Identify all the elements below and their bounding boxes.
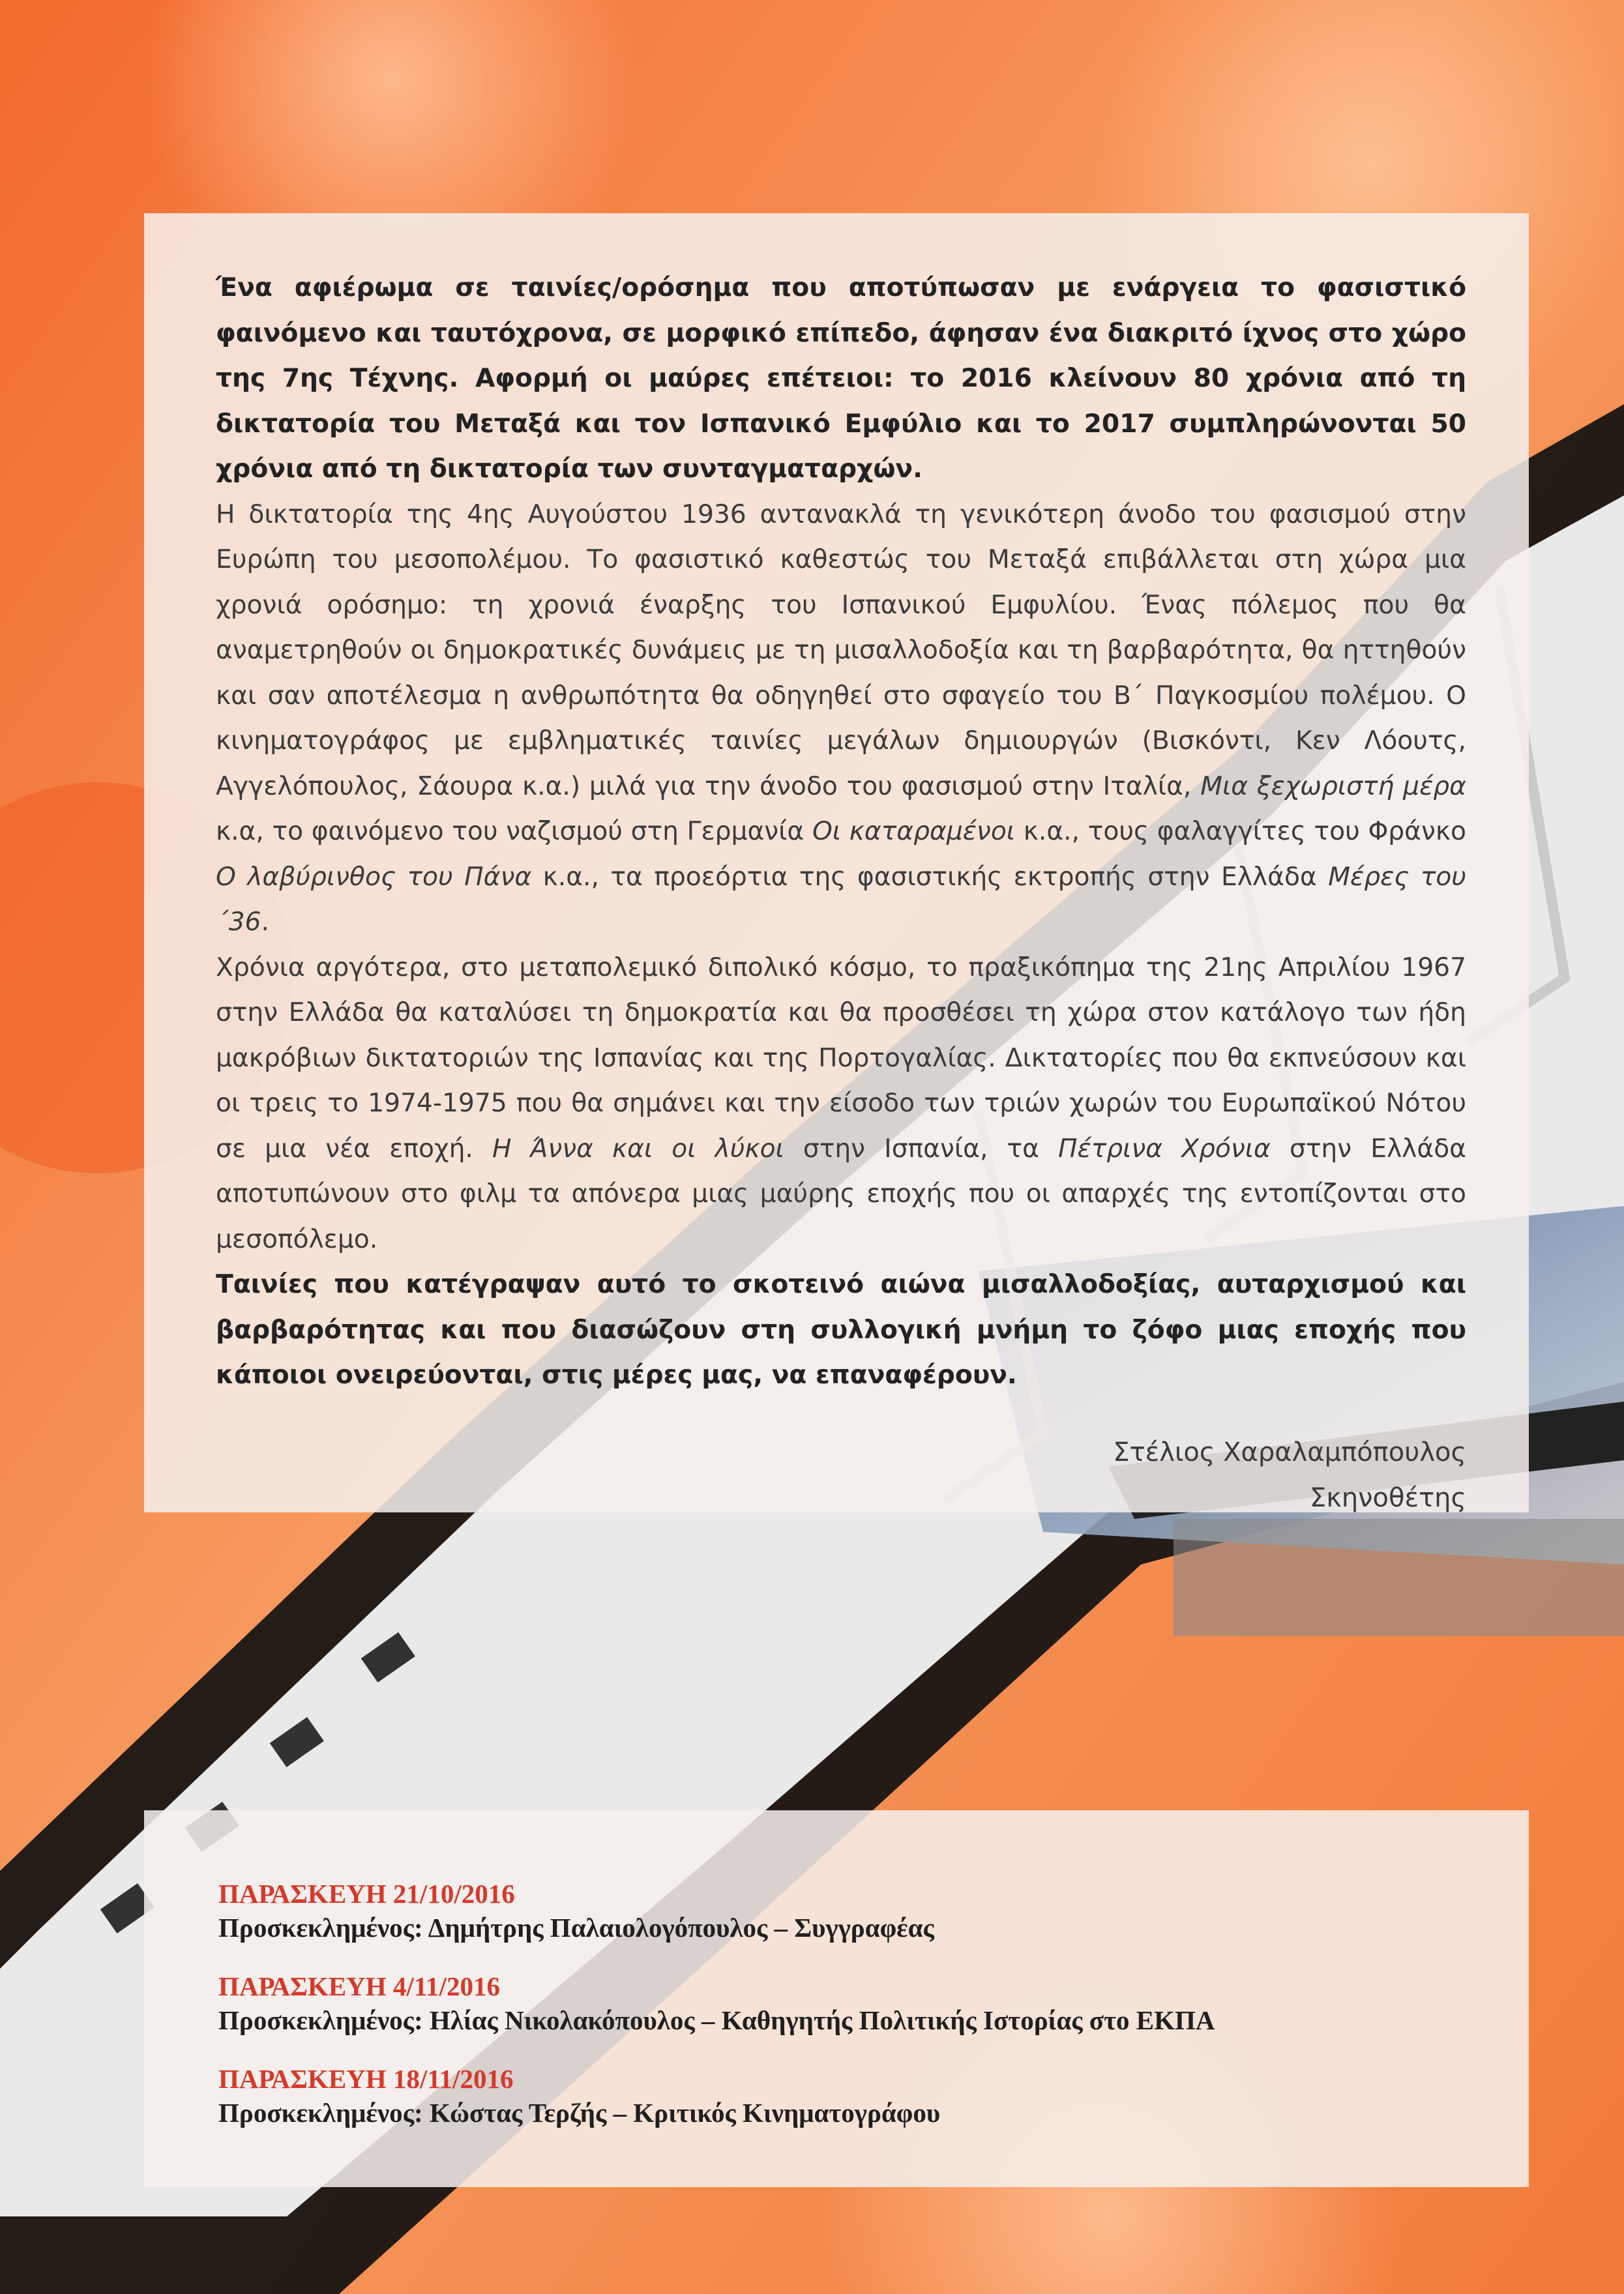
essay-intro: Ένα αφιέρωμα σε ταινίες/ορόσημα που αποτύπωσαν με ενάργεια το φασιστικό φαινόμενο και ταυτόχρονα, σε μορφικό επίπεδο, άφησαν ένα διακριτό ίχνος στο χώρο της 7ης Τέχνης. Αφορμή οι μαύρες επέτειοι: το 2016 κλείνουν 80 χρόνια από τη δικτατορία του Μεταξά και τον Ισπανικό Εμφύλιο και το 2017 συμπληρώνονται 50 χρόνια από τη δικτατορία των συνταγματαρχών. bbox=[216, 273, 1466, 484]
event-date: ΠΑΡΑΣΚΕΥΗ 4/11/2016 bbox=[218, 1971, 500, 2001]
essay-paragraph-junta: Χρόνια αργότερα, στο μεταπολεμικό διπολικό κόσμο, το πραξικόπημα της 21ης Απριλίου 1967 στην Ελλάδα θα καταλύσει τη δημοκρατία και θα προσθέσει τη χώρα στον κατάλογο των ήδη μακρόβιων δικτατοριών της Ισπανίας και της Πορτογαλίας. Δικτατορίες που θα εκπνεύσουν και οι τρεις το 1974-1975 που θα σημάνει και την είσοδο των τριών χωρών του Ευρωπαϊκού Νότου σε μια νέα εποχή. Η Άννα και οι λύκοι στην Ισπανία, τα Πέτρινα Χρόνια στην Ελλάδα αποτυπώνουν στο φιλμ τα απόνερα μιας μαύρης εποχής που οι απαρχές της εντοπίζονται στο μεσοπόλεμο. bbox=[216, 952, 1466, 1254]
event-date: ΠΑΡΑΣΚΕΥΗ 18/11/2016 bbox=[218, 2064, 514, 2094]
film-title: Η Άννα και οι λύκοι bbox=[492, 1134, 784, 1164]
essay-text bbox=[216, 265, 1466, 1398]
film-title: Πέτρινα Χρόνια bbox=[1058, 1134, 1271, 1164]
schedule-panel bbox=[144, 1810, 1529, 2187]
signature bbox=[216, 1430, 1466, 1521]
signature-role: Σκηνοθέτης bbox=[1309, 1482, 1466, 1513]
event-item bbox=[218, 1969, 1466, 2037]
essay-closing: Ταινίες που κατέγραψαν αυτό το σκοτεινό αιώνα μισαλλοδοξίας, αυταρχισμού και βαρβαρότητας και που διασώζουν στη συλλογική μνήμη το ζόφο μιας εποχής που κάποιοι ονειρεύονται, στις μέρες μας, να επαναφέρουν. bbox=[216, 1270, 1466, 1390]
essay-paragraph-fascism: Η δικτατορία της 4ης Αυγούστου 1936 αντανακλά τη γενικότερη άνοδο του φασισμού στην Ευρώπη του μεσοπολέμου. Το φασιστικό καθεστώς του Μεταξά επιβάλλεται στη χώρα μια χρονιά ορόσημο: τη χρονιά έναρξης του Ισπανικού Εμφυλίου. Ένας πόλεμος που θα αναμετρηθούν οι δημοκρατικές δυνάμεις με τη μισαλλοδοξία και τη βαρβαρότητα, θα ηττηθούν και σαν αποτέλεσμα η ανθρωπότητα θα οδηγηθεί στο σφαγείο του Β΄ Παγκοσμίου πολέμου. Ο κινηματογράφος με εμβληματικές ταινίες μεγάλων δημιουργών (Βισκόντι, Κεν Λόουτς, Αγγελόπουλος, Σάουρα κ.α.) μιλά για την άνοδο του φασισμού στην Ιταλία, Μια ξεχωριστή μέρα κ.α, το φαινόμενο του ναζισμού στη Γερμανία Οι καταραμένοι κ.α., τους φαλαγγίτες του Φράνκο Ο λαβύρινθος του Πάνα κ.α., τα προεόρτια της φασιστικής εκτροπής στην Ελλάδα Μέρες του ΄36. bbox=[216, 499, 1466, 937]
film-title: Μια ξεχωριστή μέρα bbox=[1200, 771, 1466, 801]
event-date: ΠΑΡΑΣΚΕΥΗ 21/10/2016 bbox=[218, 1879, 515, 1909]
event-guest: Προσκεκλημένος: Δημήτρης Παλαιολογόπουλος – Συγγραφέας bbox=[218, 1913, 934, 1943]
event-guest: Προσκεκλημένος: Ηλίας Νικολακόπουλος – Καθηγητής Πολιτικής Ιστορίας στο ΕΚΠΑ bbox=[218, 2005, 1215, 2035]
event-guest: Προσκεκλημένος: Κώστας Τερζής – Κριτικός Κινηματογράφου bbox=[218, 2098, 941, 2128]
film-title: Μέρες του ΄36 bbox=[216, 862, 1466, 937]
signature-name: Στέλιος Χαραλαμπόπουλος bbox=[1113, 1437, 1466, 1467]
event-item bbox=[218, 1877, 1466, 1945]
film-title: Ο λαβύρινθος του Πάνα bbox=[216, 862, 532, 892]
essay-panel bbox=[144, 213, 1529, 1512]
event-item bbox=[218, 2062, 1466, 2130]
film-title: Οι καταραμένοι bbox=[812, 817, 1016, 846]
